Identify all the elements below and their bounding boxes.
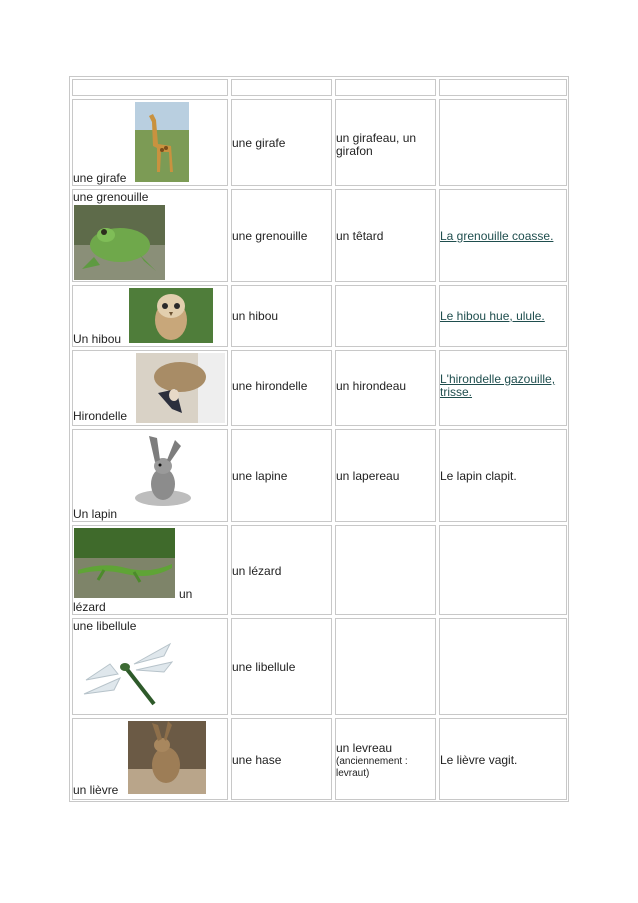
table-row-lievre-cry bbox=[439, 718, 567, 800]
header-cell-young bbox=[335, 79, 436, 96]
table-row-lapin-female bbox=[231, 429, 332, 522]
table-row-hirondelle-animal bbox=[72, 350, 228, 426]
header-cell-animal bbox=[72, 79, 228, 96]
young-name: un lapereau bbox=[336, 469, 400, 483]
table-row-libellule-female bbox=[231, 618, 332, 715]
table-row-lezard-cry bbox=[439, 525, 567, 615]
young-name: un hirondeau bbox=[336, 379, 407, 393]
table-row-hibou-cry bbox=[439, 285, 567, 347]
table-row-hibou-animal bbox=[72, 285, 228, 347]
female-name: une girafe bbox=[232, 136, 286, 150]
young-note: (anciennement : levraut) bbox=[336, 756, 408, 779]
cry-link[interactable]: L'hirondelle gazouille, trisse. bbox=[440, 372, 556, 399]
table-row-grenouille-young bbox=[335, 189, 436, 282]
female-name: un lézard bbox=[232, 564, 282, 578]
rabbit-photo bbox=[127, 432, 197, 517]
table-row-lievre-animal bbox=[72, 718, 228, 800]
female-name: une hirondelle bbox=[232, 379, 308, 393]
cry-text: Le lièvre vagit. bbox=[440, 753, 518, 767]
table-row-hirondelle-cry bbox=[439, 350, 567, 426]
animal-table bbox=[69, 76, 569, 802]
dragonfly-photo bbox=[76, 634, 173, 712]
owl-photo bbox=[129, 288, 213, 343]
table-row-hirondelle-female bbox=[231, 350, 332, 426]
cry-link[interactable]: La grenouille coasse. bbox=[440, 229, 554, 243]
table-row-lezard-female bbox=[231, 525, 332, 615]
animal-name: Hirondelle bbox=[73, 409, 128, 423]
female-name: une libellule bbox=[232, 660, 296, 674]
young-name: un têtard bbox=[336, 229, 384, 243]
table-row-girafe-young bbox=[335, 99, 436, 186]
female-name: un hibou bbox=[232, 309, 279, 323]
table-row-lezard-young bbox=[335, 525, 436, 615]
table-row-lievre-female bbox=[231, 718, 332, 800]
animal-name: une grenouille bbox=[73, 190, 149, 204]
table-row-lapin-young bbox=[335, 429, 436, 522]
young-name: un levreau bbox=[336, 741, 393, 755]
cry-link[interactable]: Le hibou hue, ulule. bbox=[440, 309, 545, 323]
animal-name: une girafe bbox=[73, 171, 127, 185]
table-row-lapin-animal bbox=[72, 429, 228, 522]
animal-name-part: un bbox=[179, 587, 193, 601]
female-name: une hase bbox=[232, 753, 282, 767]
table-row-grenouille-female bbox=[231, 189, 332, 282]
table-row-lapin-cry bbox=[439, 429, 567, 522]
animal-name: une libellule bbox=[73, 619, 137, 633]
animal-name-part: lézard bbox=[73, 600, 106, 614]
cry-text: Le lapin clapit. bbox=[440, 469, 517, 483]
table-row-grenouille-cry bbox=[439, 189, 567, 282]
frog-photo bbox=[74, 205, 165, 280]
table-row-lezard-animal bbox=[72, 525, 228, 615]
table-row-hirondelle-young bbox=[335, 350, 436, 426]
table-row-grenouille-animal bbox=[72, 189, 228, 282]
table-row-lievre-young bbox=[335, 718, 436, 800]
animal-name: Un lapin bbox=[73, 507, 118, 521]
table-row-girafe-animal bbox=[72, 99, 228, 186]
animal-name: Un hibou bbox=[73, 332, 122, 346]
table-row-hibou-young bbox=[335, 285, 436, 347]
female-name: une lapine bbox=[232, 469, 288, 483]
lizard-photo bbox=[74, 528, 175, 598]
swallow-photo bbox=[136, 353, 225, 423]
table-row-libellule-cry bbox=[439, 618, 567, 715]
header-cell-female bbox=[231, 79, 332, 96]
table-row-girafe-female bbox=[231, 99, 332, 186]
header-cell-cry bbox=[439, 79, 567, 96]
table-row-libellule-young bbox=[335, 618, 436, 715]
animal-name: un lièvre bbox=[73, 783, 119, 797]
table-row-hibou-female bbox=[231, 285, 332, 347]
giraffe-photo bbox=[135, 102, 189, 182]
young-name: un girafeau, un girafon bbox=[336, 131, 417, 158]
hare-photo bbox=[128, 721, 206, 794]
table-row-libellule-animal bbox=[72, 618, 228, 715]
female-name: une grenouille bbox=[232, 229, 308, 243]
table-row-girafe-cry bbox=[439, 99, 567, 186]
